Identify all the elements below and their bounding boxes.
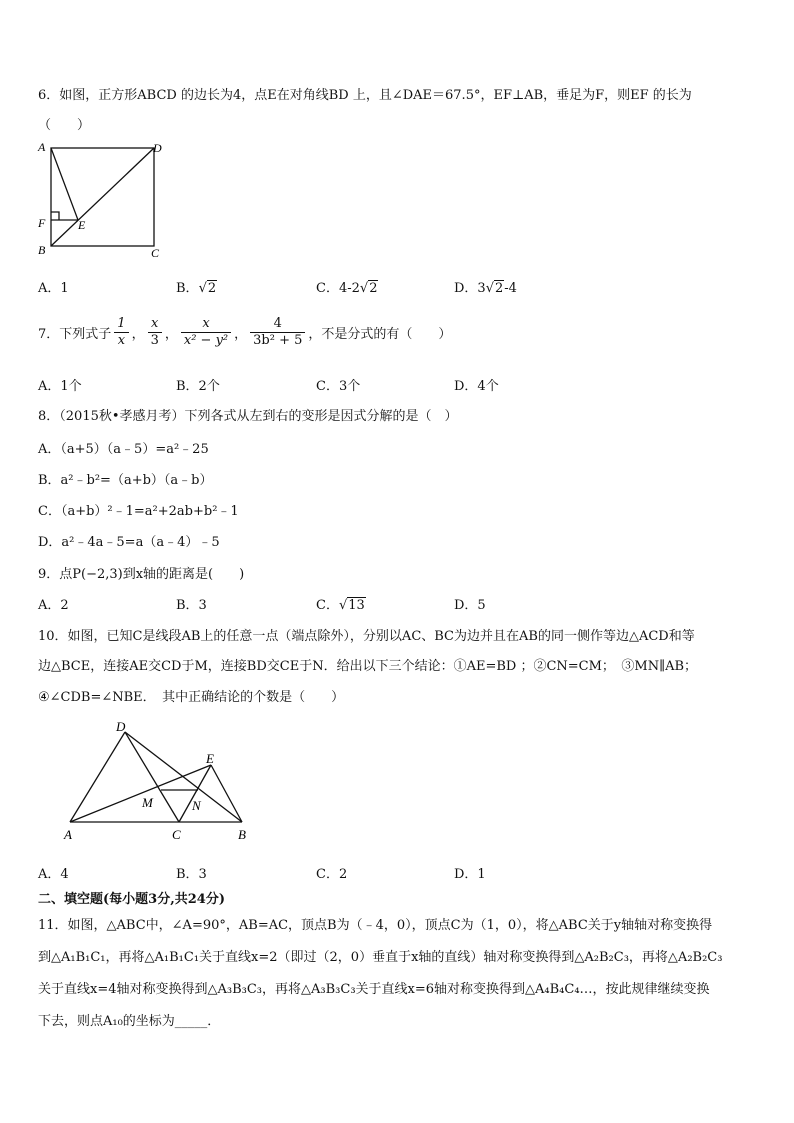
segment-eb [211, 765, 242, 822]
q10-option-a[interactable]: A．4 [38, 867, 69, 882]
q8-option-d[interactable]: D．a²﹣4a﹣5=a（a﹣4）﹣5 [38, 535, 220, 550]
q10-stem-line2: 边△BCE，连接AE交CD于M，连接BD交CE于N．给出以下三个结论：①AE=BD ；②CN=CM； ③MN∥AB； [38, 659, 698, 674]
q6-option-c[interactable]: C．4-2√2 [316, 281, 378, 296]
label-b: B [38, 243, 46, 257]
q10-stem-line1: 10．如图，已知C是线段AB上的任意一点（端点除外），分别以AC、BC为边并且在AB的同一侧作等边△ACD和等 [38, 629, 695, 644]
q6-answer-paren: （ ） [38, 118, 91, 133]
q6-stem: 6．如图，正方形ABCD 的边长为4，点E在对角线BD 上，且∠DAE＝67.5°，EF⊥AB，垂足为F，则EF 的长为 [38, 88, 692, 103]
q7-option-d[interactable]: D．4个 [454, 379, 499, 394]
label-f: F [38, 216, 46, 230]
right-angle-mark [51, 212, 59, 220]
q10-option-d[interactable]: D．1 [454, 867, 486, 882]
q9-stem: 9．点P(−2,3)到x轴的距离是( ) [38, 567, 245, 582]
q6-option-a[interactable]: A．1 [38, 281, 69, 296]
q7-option-a[interactable]: A．1个 [38, 379, 82, 394]
q7-option-c[interactable]: C．3个 [316, 379, 361, 394]
label-n: N [192, 798, 201, 813]
fraction-1: $\frac{1}{x}$ [114, 316, 128, 349]
segment-ae [70, 765, 211, 822]
label-c: C [172, 827, 181, 842]
q7-option-b[interactable]: B．2个 [176, 379, 220, 394]
label-e: E [206, 751, 214, 766]
q6-square-figure [34, 138, 174, 262]
diagonal-bd [51, 148, 154, 246]
q11-stem-line2: 到△A₁B₁C₁，再将△A₁B₁C₁关于直线x=2（即过（2，0）垂直于x轴的直线）轴对称变换得到△A₂B₂C₃，再将△A₂B₂C₃ [38, 950, 723, 965]
label-c: C [151, 246, 160, 260]
section-heading-fill-in: 二、填空题(每小题3分,共24分) [38, 892, 225, 907]
label-e: E [78, 218, 86, 232]
fraction-4: $\frac{4}{\text{3b² + 5}}$ [250, 316, 305, 349]
q6-option-d[interactable]: D．3√2-4 [454, 281, 517, 296]
segment-ae [51, 148, 78, 220]
fraction-2: $\frac{x}{3}$ [148, 316, 162, 349]
label-d: D [116, 719, 126, 734]
q6-option-b[interactable]: B．√2 [176, 281, 217, 296]
label-a: A [64, 827, 72, 842]
label-b: B [238, 827, 246, 842]
q11-stem-line1: 11．如图，△ABC中，∠A=90°，AB=AC，顶点B为（﹣4，0），顶点C为（1，0），将△ABC关于y轴轴对称变换得 [38, 918, 713, 933]
fraction-3: $\frac{x}{\text{x² − y²}}$ [181, 316, 231, 349]
q11-stem-line3: 关于直线x=4轴对称变换得到△A₃B₃C₃，再将△A₃B₃C₃关于直线x=6轴对称变换得到△A₄B₄C₄…，按此规律继续变换 [38, 982, 710, 997]
segment-ad [70, 732, 125, 822]
q9-option-b[interactable]: B．3 [176, 598, 207, 613]
q9-option-a[interactable]: A．2 [38, 598, 69, 613]
q7-stem: 7．下列式子 $\frac{1}{x}$ ， $\frac{x}{3}$ ， $\frac{x}{\text{x² − y²}}$ ， $\frac{4}{\text{3b² + 5}}$ ，不是分式的有（ ） [38, 316, 452, 348]
q8-option-c[interactable]: C．（a+b）²﹣1=a²+2ab+b²﹣1 [38, 504, 239, 519]
q9-option-d[interactable]: D．5 [454, 598, 486, 613]
label-m: M [142, 795, 153, 810]
q9-option-c[interactable]: C．√13 [316, 598, 365, 613]
q10-option-b[interactable]: B．3 [176, 867, 207, 882]
segment-ce [179, 765, 211, 822]
q8-stem: 8．（2015秋•孝感月考）下列各式从左到右的变形是因式分解的是（ ） [38, 409, 458, 424]
q11-stem-line4: 下去，则点A₁₀的坐标为_____． [38, 1014, 221, 1029]
q8-option-b[interactable]: B．a²﹣b²=（a+b）（a﹣b） [38, 473, 213, 488]
label-d: D [153, 141, 162, 155]
q10-triangle-figure [58, 715, 263, 845]
q8-option-a[interactable]: A．（a+5）（a﹣5）=a²﹣25 [38, 442, 209, 457]
label-a: A [38, 140, 46, 154]
q10-option-c[interactable]: C．2 [316, 867, 348, 882]
q10-stem-line3: ④∠CDB=∠NBE． 其中正确结论的个数是（ ） [38, 690, 345, 705]
